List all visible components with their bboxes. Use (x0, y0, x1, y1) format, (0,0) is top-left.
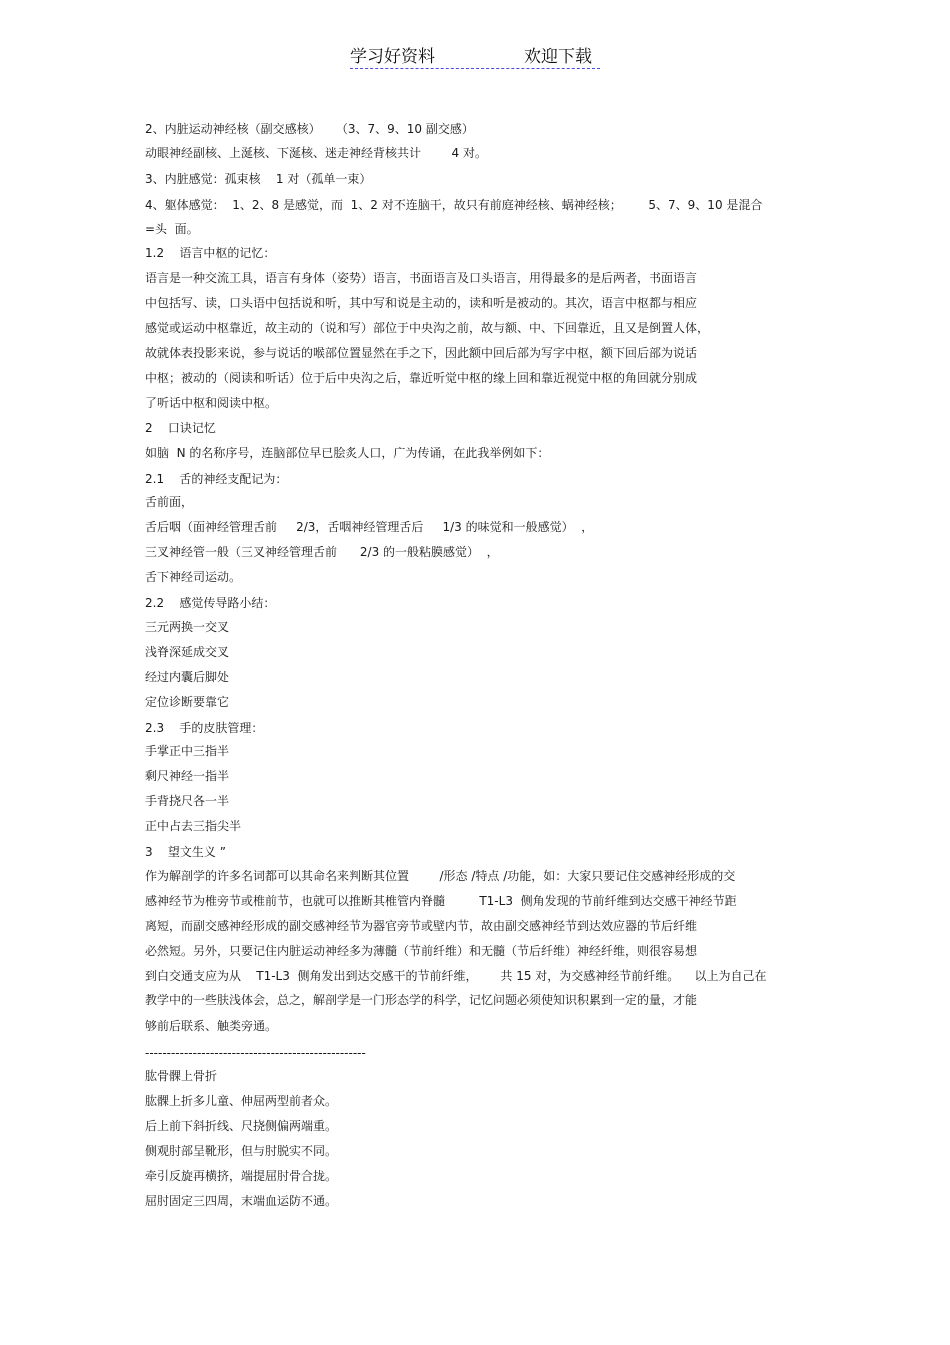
text-line: 如脑 N 的名称序号，连脑部位早已脍炙人口，广为传诵，在此我举例如下： (145, 446, 550, 460)
text-line: 必然短。另外，只要记住内脏运动神经多为薄髓（节前纤维）和无髓（节后纤维）神经纤维，则很容易想 (145, 944, 698, 958)
verse-line: 侧观肘部呈靴形，但与肘脱实不同。 (145, 1144, 338, 1158)
header-right-text: 欢迎下载 (524, 47, 592, 67)
section-heading: 3 望文生义 ” (145, 845, 226, 859)
text-line: 4、躯体感觉： 1、2、8 是感觉，而 1、2 对不连脑干，故只有前庭神经核、蜗神经核； 5、7、9、10 是混合 (145, 198, 763, 212)
text-line: 离短，而副交感神经形成的副交感神经节为器官旁节或壁内节，故由副交感神经节到达效应器的节后纤维 (145, 919, 698, 933)
text-line: 感神经节为椎旁节或椎前节，也就可以推断其椎管内脊髓 T1-L3 侧角发现的节前纤维到达交感干神经节距 (145, 894, 737, 908)
section-heading: 2.1 舌的神经支配记为： (145, 472, 288, 486)
section-heading: 2 口诀记忆 (145, 421, 216, 435)
text-line: 舌前面， (145, 495, 194, 509)
verse-line: 正中占去三指尖半 (145, 819, 242, 833)
text-line: 舌后咽（面神经管理舌前 2/3，舌咽神经管理舌后 1/3 的味觉和一般感觉） ， (145, 520, 594, 534)
text-line: 舌下神经司运动。 (145, 570, 242, 584)
text-line: 中包括写、读，口头语中包括说和听，其中写和说是主动的，读和听是被动的。其次，语言中枢都与相应 (145, 296, 698, 310)
verse-line: 后上前下斜折线、尺挠侧偏两端重。 (145, 1119, 338, 1133)
section-heading: 2.2 感觉传导路小结： (145, 596, 276, 610)
verse-line: 定位诊断要靠它 (145, 695, 230, 709)
text-line: 2、内脏运动神经核（副交感核） （3、7、9、10 副交感） (145, 122, 474, 136)
verse-line: 手背挠尺各一半 (145, 794, 230, 808)
text-line: 够前后联系、触类旁通。 (145, 1019, 278, 1033)
page-header (350, 40, 600, 69)
verse-line: 肱髁上折多儿童、伸屈两型前者众。 (145, 1094, 338, 1108)
verse-line: 浅脊深延成交叉 (145, 645, 230, 659)
text-line: =头 面。 (145, 222, 199, 236)
text-line: 作为解剖学的许多名词都可以其命名来判断其位置 /形态 /特点 /功能，如：大家只要记住交感神经形成的交 (145, 869, 736, 883)
text-line: 3、内脏感觉：孤束核 1 对（孤单一束） (145, 172, 372, 186)
section-heading: 肱骨髁上骨折 (145, 1069, 218, 1083)
text-line: 语言是一种交流工具，语言有身体（姿势）语言，书面语言及口头语言，用得最多的是后两者，书面语言 (145, 271, 698, 285)
header-left-text: 学习好资料 (350, 47, 435, 67)
text-line: 了听话中枢和阅读中枢。 (145, 396, 278, 410)
verse-line: 手掌正中三指半 (145, 744, 230, 758)
separator-line: --------------------------------------------------- (145, 1046, 366, 1060)
verse-line: 三元两换一交叉 (145, 620, 230, 634)
verse-line: 牵引反旋再横挤，端提屈肘骨合拢。 (145, 1169, 338, 1183)
text-line: 故就体表投影来说，参与说话的喉部位置显然在手之下，因此额中回后部为写字中枢，额下回后部为说话 (145, 346, 698, 360)
text-line: 动眼神经副核、上涎核、下涎核、迷走神经背核共计 4 对。 (145, 146, 487, 160)
verse-line: 屈肘固定三四周，末端血运防不通。 (145, 1194, 338, 1208)
text-line: 感觉或运动中枢靠近，故主动的（说和写）部位于中央沟之前，故与额、中、下回靠近，且又是倒置人体， (145, 321, 710, 335)
text-line: 到白交通支应为从 T1-L3 侧角发出到达交感干的节前纤维， 共 15 对，为交感神经节前纤维。 以上为自己在 (145, 969, 767, 983)
section-heading: 2.3 手的皮肤管理： (145, 721, 264, 735)
text-line: 教学中的一些肤浅体会，总之，解剖学是一门形态学的科学，记忆问题必须使知识积累到一定的量，才能 (145, 993, 698, 1007)
text-line: 中枢；被动的（阅读和听话）位于后中央沟之后，靠近听觉中枢的缘上回和靠近视觉中枢的角回就分别成 (145, 371, 698, 385)
verse-line: 经过内囊后脚处 (145, 670, 230, 684)
verse-line: 剩尺神经一指半 (145, 769, 230, 783)
section-heading: 1.2 语言中枢的记忆： (145, 246, 276, 260)
text-line: 三叉神经管一般（三叉神经管理舌前 2/3 的一般粘膜感觉） ， (145, 545, 499, 559)
